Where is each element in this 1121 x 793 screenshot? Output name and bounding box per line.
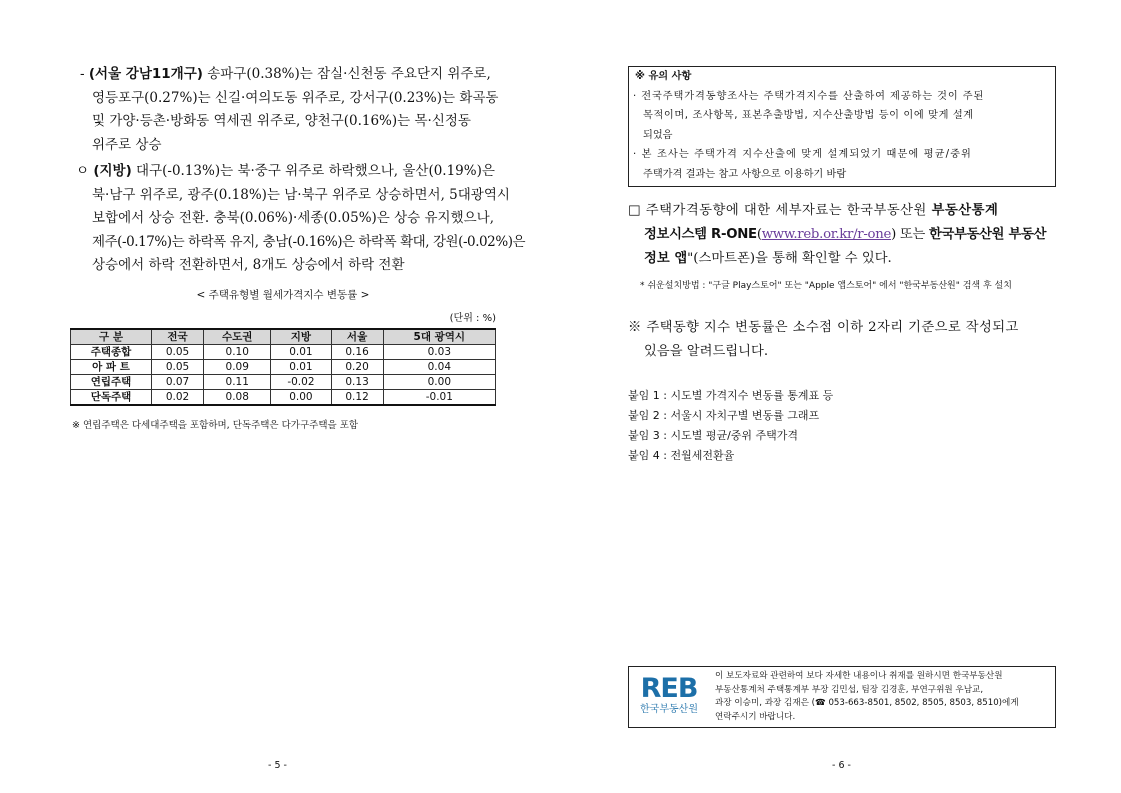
regional-text: 대구(-0.13%)는 북·중구 위주로 하락했으나, 울산(0.19%)은 (131, 163, 495, 179)
regional-line-5: 상승에서 하락 전환하면서, 8개도 상승에서 하락 전환 (92, 257, 405, 273)
contact-line: 과장 이승미, 과장 김재은 (☎ 053-663-8501, 8502, 8505, 8503, 8510)에게 (715, 698, 1019, 708)
page-6 (560, 0, 1121, 793)
table-cell: 0.05 (152, 360, 204, 375)
attachment-item: 붙임 3 : 시도별 평균/중위 주택가격 (628, 429, 799, 442)
attachment-item: 붙임 2 : 서울시 자치구별 변동률 그래프 (628, 409, 820, 422)
table-cell: 0.20 (331, 360, 383, 375)
detail-info-paragraph (628, 199, 1058, 271)
notice-box (628, 66, 1056, 187)
regional-paragraph (76, 160, 525, 278)
detail-or-text: ) 또는 (891, 227, 929, 242)
reb-logo-text: 한국부동산원 (640, 704, 698, 715)
r-one-system-name: 부동산통계 (931, 203, 999, 218)
paren-open: ( (756, 227, 762, 242)
attachment-item: 붙임 1 : 시도별 가격지수 변동률 통계표 등 (628, 389, 834, 402)
attachment-list (628, 386, 833, 466)
seoul-gangnam-paragraph (80, 63, 498, 157)
table-cell: 0.16 (331, 345, 383, 360)
header-regional: 지방 (271, 329, 331, 345)
table-row (71, 375, 496, 390)
table-row (71, 360, 496, 375)
detail-line-3 (628, 247, 1058, 271)
table-cell: -0.02 (271, 375, 331, 390)
attachment-item: 붙임 4 : 전월세전환율 (628, 449, 735, 462)
contact-line: 이 보도자료와 관련하여 보다 자세한 내용이나 취재를 원하시면 한국부동산원 (715, 671, 1003, 681)
table-unit: (단위 : %) (449, 313, 496, 324)
regional-line-2: 북·남구 위주로, 광주(0.18%)는 남·북구 위주로 상승하면서, 5대광역시 (92, 186, 510, 203)
table-cell: 0.01 (271, 360, 331, 375)
row-label: 연립주택 (71, 375, 152, 390)
table-cell: 0.11 (204, 375, 271, 390)
r-one-system-name-cont: 정보시스템 R-ONE (644, 227, 757, 242)
table-row (71, 345, 496, 360)
seoul-gangnam-line-2: 영등포구(0.27%)는 신길·여의도동 위주로, 강서구(0.23%)는 화곡동 (92, 89, 499, 106)
table-cell: 0.00 (271, 390, 331, 406)
header-category: 구 분 (71, 329, 152, 345)
contact-line: 부동산통계처 주택통계부 부장 김민섭, 팀장 김경훈, 부연구위원 우남교, (715, 684, 984, 695)
table-header-row (71, 329, 496, 345)
reb-app-name: 한국부동산원 부동산 (928, 227, 1047, 242)
row-label: 주택종합 (71, 345, 152, 360)
table-cell: -0.01 (383, 390, 495, 406)
reb-app-name-cont: 정보 앱 (644, 251, 688, 266)
table-cell: 0.04 (383, 360, 495, 375)
detail-end-text: "(스마트폰)을 통해 확인할 수 있다. (687, 251, 892, 266)
circle-bullet: ㅇ (76, 163, 94, 179)
seoul-gangnam-label: (서울 강남11개구) (88, 66, 203, 82)
table-cell: 0.05 (152, 345, 204, 360)
contact-box (628, 666, 1056, 728)
notice-line: · 본 조사는 주택가격 지수산출에 맞게 설계되었기 때문에 평균/중위 (633, 149, 972, 160)
page-5 (0, 0, 560, 793)
r-one-link[interactable]: www.reb.or.kr/r-one (761, 227, 892, 242)
table-title: < 주택유형별 월세가격지수 변동률 > (196, 289, 370, 301)
contact-line: 연락주시기 바랍니다. (715, 711, 796, 722)
notice-line: · 전국주택가격동향조사는 주택가격지수를 산출하여 제공하는 것이 주된 (633, 90, 985, 102)
table-cell: 0.02 (152, 390, 204, 406)
table-cell: 0.13 (331, 375, 383, 390)
page-number-6: - 6 - (832, 760, 851, 771)
rounding-note-line: ※ 주택동향 지수 변동률은 소수점 이하 2자리 기준으로 작성되고 (628, 320, 1019, 335)
rounding-note (628, 316, 1019, 364)
rent-index-table (70, 328, 496, 406)
notice-line: 되었음 (643, 129, 673, 141)
header-metro-cities: 5대 광역시 (383, 329, 495, 345)
table-cell: 0.12 (331, 390, 383, 406)
reb-logo (635, 674, 703, 722)
table-cell: 0.10 (204, 345, 271, 360)
seoul-gangnam-line-3: 및 가양·등촌·방화동 역세권 위주로, 양천구(0.16%)는 목·신정동 (92, 113, 471, 129)
row-label: 단독주택 (71, 390, 152, 406)
header-seoul: 서울 (331, 329, 383, 345)
reb-logo-mark: REB (640, 673, 698, 704)
table-cell: 0.03 (383, 345, 495, 360)
install-note: * 쉬운설치방법 : "구글 Play스토어" 또는 "Apple 앱스토어" 에서 "한국부동산원" 검색 후 설치 (640, 281, 1012, 291)
regional-label: (지방) (93, 163, 132, 179)
regional-line-1 (76, 160, 525, 184)
notice-title: ※ 유의 사항 (635, 71, 692, 82)
notice-line: 주택가격 결과는 참고 사항으로 이용하기 바람 (643, 168, 847, 180)
header-nationwide: 전국 (152, 329, 204, 345)
rounding-note-line: 있음을 알려드립니다. (644, 344, 769, 359)
table-cell: 0.07 (152, 375, 204, 390)
table-cell: 0.09 (204, 360, 271, 375)
seoul-gangnam-line-4: 위주로 상승 (92, 136, 162, 153)
seoul-gangnam-line-1 (80, 63, 498, 87)
header-capital-area: 수도권 (204, 329, 271, 345)
detail-text: □ 주택가격동향에 대한 세부자료는 한국부동산원 (628, 203, 932, 218)
notice-line: 목적이며, 조사항목, 표본추출방법, 지수산출방법 등이 이에 맞게 설계 (643, 110, 974, 121)
seoul-gangnam-text: 송파구(0.38%)는 잠실·신천동 주요단지 위주로, (202, 66, 491, 82)
regional-line-3: 보합에서 상승 전환. 충북(0.06%)·세종(0.05%)은 상승 유지했으나, (92, 210, 494, 226)
table-cell: 0.01 (271, 345, 331, 360)
contact-text (715, 670, 1019, 724)
page-number-5: - 5 - (268, 760, 287, 771)
regional-line-4: 제주(-0.17%)는 하락폭 유지, 충남(-0.16%)은 하락폭 확대, 강원(-0.02%)은 (92, 233, 526, 250)
detail-line-2 (628, 223, 1058, 247)
detail-line-1 (628, 199, 1058, 223)
dash-bullet: - (80, 66, 89, 82)
table-footnote: ※ 연립주택은 다세대주택을 포함하며, 단독주택은 다가구주택을 포함 (72, 420, 359, 431)
table-cell: 0.00 (383, 375, 495, 390)
table-row (71, 390, 496, 406)
table-cell: 0.08 (204, 390, 271, 406)
row-label: 아 파 트 (71, 360, 152, 375)
